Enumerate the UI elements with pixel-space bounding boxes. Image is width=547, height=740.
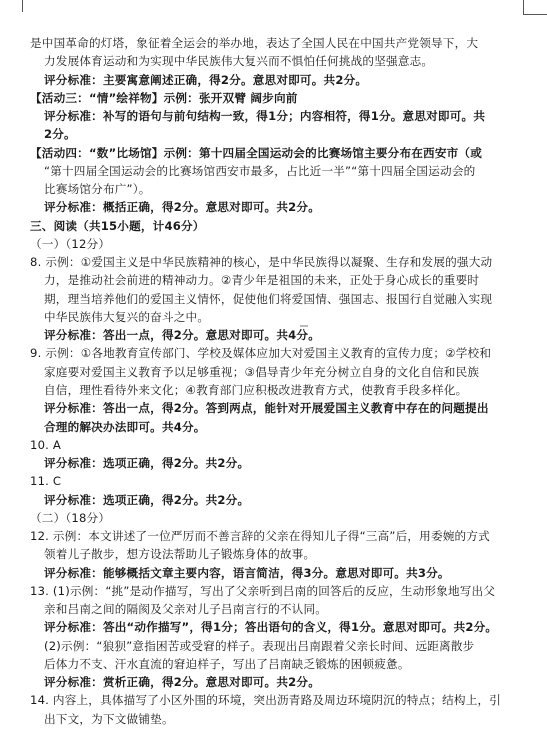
answer-8: 8. 示例：①爱国主义是中华民族精神的核心，是中华民族得以凝聚、生存和发展的强大动 — [30, 255, 493, 270]
crop-mark-right-h — [523, 14, 547, 15]
scoring-criteria: 评分标准：概括正确，得2分。意思对即可。共2分。 — [44, 200, 320, 215]
scoring-criteria: 评分标准：答出“动作描写”，得1分；答出语句的含义，得1分。意思对即可。共2分。 — [44, 620, 498, 635]
scoring-criteria: 评分标准：选项正确，得2分。共2分。 — [44, 456, 250, 471]
answer-13: 13. (1)示例：“挑”是动作描写，写出了父亲听到吕南的回答后的反应，生动形象地写出父 — [30, 583, 496, 598]
text-line: 期，理当培养他们的爱国主义情怀，促使他们将爱国情、强国志、报国行自觉融入实现 — [44, 291, 493, 306]
text-line: 中华民族伟大复兴的奋斗之中。 — [44, 309, 210, 324]
text-line: 家庭要对爱国主义教育予以足够重视；③倡导青少年充分树立自身的文化自信和民族 — [44, 364, 480, 379]
answer-10: 10. A — [30, 437, 62, 452]
scoring-criteria: 评分标准：选项正确，得2分。共2分。 — [44, 492, 250, 507]
subsection-heading: （一）（12分） — [30, 236, 111, 251]
scoring-criteria: 评分标准：答出一点，得2分。意思对即可。共4分。 — [44, 328, 320, 343]
text-line: 后体力不支、汗水直流的窘迫样子，写出了吕南缺乏锻炼的困顿疲惫。 — [44, 656, 410, 671]
scoring-criteria: 合理的解决办法即可。共4分。 — [44, 419, 206, 434]
scoring-criteria: 评分标准：补写的语句与前句结构一致，得1分；内容相符，得1分。意思对即可。共 — [44, 109, 486, 124]
scoring-criteria: 评分标准：赏析正确，得2分。意思对即可。共2分。 — [44, 675, 320, 690]
answer-14: 14. 内容上，具体描写了小区外围的环境，突出沥青路及周边环境阴沉的特点；结构上，引 — [30, 693, 502, 708]
text-line: 自信，理性看待外来文化；④教育部门应积极改进教育方式，使教育手段多样化。 — [44, 383, 468, 397]
scoring-criteria: 评分标准：答出一点，得2分。答到两点，能针对开展爱国主义教育中存在的问题提出 — [44, 401, 489, 416]
activity-heading: 【活动四：“数”比场馆】示例：第十四届全国运动会的比赛场馆主要分布在西安市（或 — [30, 145, 483, 160]
activity-heading: 【活动三：“情”绘祥物】示例：张开双臂 阔步向前 — [30, 90, 298, 105]
text-line: 力，是推动社会前进的精神动力。②青少年是祖国的未来，正处于身心成长的重要时 — [44, 273, 480, 288]
answer-13-2: (2)示例：“狼狈”意指困苦或受窘的样子。表现出吕南跟着父亲长时间、远距离散步 — [44, 638, 475, 653]
text-line: 是中国革命的灯塔，象征着全运会的举办地，表达了全国人民在中国共产党领导下，大 — [30, 36, 479, 50]
scoring-criteria: 评分标准：能够概括文章主要内容，语言简洁，得3分。意思对即可。共3分。 — [44, 565, 450, 580]
section-heading: 三、阅读（共15小题，计46分） — [30, 218, 205, 233]
subsection-heading: （二）（18分） — [30, 510, 111, 525]
text-line: 领着儿子散步，想方设法帮助儿子锻炼身体的故事。 — [44, 547, 316, 562]
answer-12: 12. 示例：本文讲述了一位严厉而不善言辞的父亲在得知儿子得“三高”后，用委婉的方式 — [30, 529, 490, 544]
scoring-criteria: 2分。 — [44, 127, 76, 142]
text-line: “第十四届全国运动会的比赛场馆西安市最多，占比近一半”“第十四届全国运动会的 — [44, 163, 476, 178]
text-line: 亲和吕南之间的隔阂及父亲对儿子吕南言行的不认同。 — [44, 602, 328, 617]
scoring-criteria: 评分标准：主要寓意阐述正确，得2分。意思对即可。共2分。 — [44, 72, 368, 87]
text-line: 比赛场馆分布广”）。 — [44, 182, 151, 197]
answer-9: 9. 示例：①各地教育宣传部门、学校及媒体应加大对爱国主义教育的宣传力度；②学校和 — [30, 346, 492, 361]
answer-11: 11. C — [30, 474, 62, 489]
text-line: 力发展体育运动和为实现中华民族伟大复兴而不惧怕任何挑战的坚强意志。 — [44, 54, 434, 69]
crop-mark-right — [523, 0, 524, 14]
crop-mark-left — [22, 0, 23, 12]
text-line: 出下文，为下文做铺垫。 — [44, 711, 174, 726]
